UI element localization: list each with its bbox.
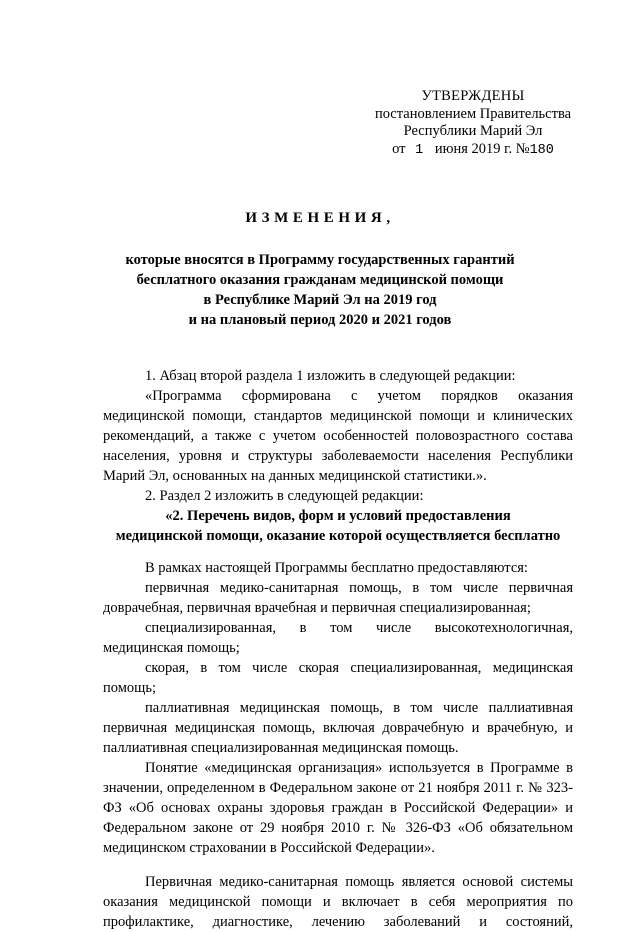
paragraph: первичная медико-санитарная помощь, в том числе первичная доврачебная, первичная врачебная и первичная специализированная; (103, 580, 573, 616)
subtitle-line: которые вносятся в Программу государственных гарантий (125, 252, 515, 268)
document-heading: ИЗМЕНЕНИЯ, (245, 210, 395, 226)
paragraph: 2. Раздел 2 изложить в следующей редакции: (145, 488, 424, 504)
date-prefix: от (392, 140, 406, 157)
date-month-year: июня 2019 г. № (434, 140, 530, 157)
paragraph: скорая, в том числе скорая специализированная, медицинская помощь; (103, 660, 573, 696)
subtitle-line: бесплатного оказания гражданам медицинской помощи (136, 272, 504, 288)
paragraph: паллиативная медицинская помощь, в том числе паллиативная первичная медицинская помощь, включая доврачебную и врачебную, и паллиативная специализированная медицинская помощь. (103, 700, 573, 756)
approval-line: постановлением Правительства (374, 105, 572, 122)
section-title-line: медицинской помощи, оказание которой осуществляется бесплатно (115, 528, 561, 544)
document-number: 180 (529, 142, 554, 158)
paragraph: В рамках настоящей Программы бесплатно предоставляются: (145, 560, 528, 576)
document-body (103, 366, 573, 932)
date-day: 1 (415, 142, 424, 158)
paragraph: Понятие «медицинская организация» используется в Программе в значении, определенном в Федеральном законе от 21 ноября 2011 г. № 323-ФЗ «Об основах охраны здоровья граждан в Российской Федерации» и Федеральном законе от 29 ноября 2010 г. № 326-ФЗ «Об обязательном медицинском страховании в Российской Федерации». (103, 760, 573, 856)
paragraph: «Программа сформирована с учетом порядков оказания медицинской помощи, стандартов медицинской помощи и клинических рекомендаций, а также с учетом особенностей половозрастного состава населения, уровня и структуры заболеваемости населения Республики Марий Эл, основанных на данных медицинской статистики.». (103, 388, 573, 484)
approval-line: Республики Марий Эл (403, 123, 543, 139)
paragraph: специализированная, в том числе высокотехнологичная, медицинская помощь; (103, 620, 573, 656)
subtitle-line: и на плановый период 2020 и 2021 годов (188, 312, 452, 328)
document-subtitle (120, 250, 520, 330)
paragraph: 1. Абзац второй раздела 1 изложить в следующей редакции: (145, 368, 516, 384)
subtitle-line: в Республике Марий Эл на 2019 год (203, 292, 437, 308)
approval-stamp (358, 88, 588, 159)
approval-date-line (358, 141, 588, 160)
section-title-line: «2. Перечень видов, форм и условий предоставления (165, 508, 511, 524)
paragraph: Первичная медико-санитарная помощь является основой системы оказания медицинской помощи и включает в себя мероприятия по профилактике, диагностике, лечению заболеваний и состояний, (103, 874, 573, 930)
approval-title: УТВЕРЖДЕНЫ (421, 88, 525, 104)
